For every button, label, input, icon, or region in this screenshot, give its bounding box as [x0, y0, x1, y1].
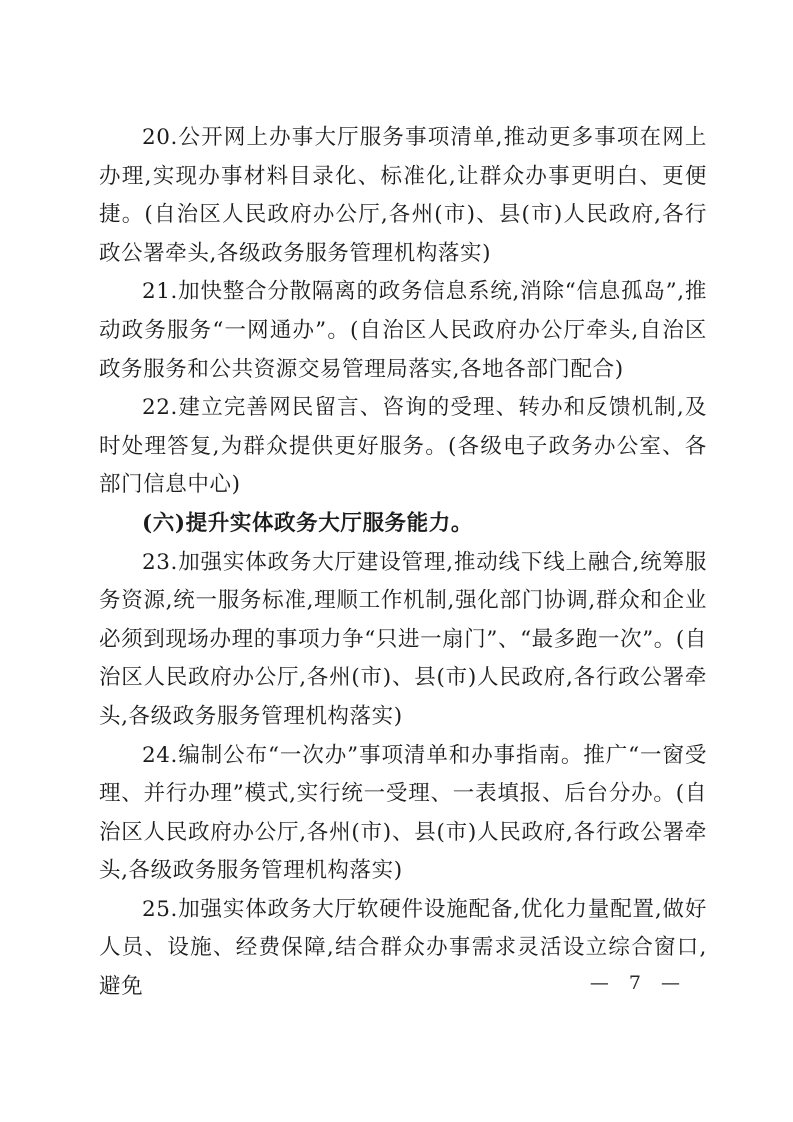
item-22: 22.建立完善网民留言、咨询的受理、转办和反馈机制,及时处理答复,为群众提供更好服务。(各级电子政务办公室、各部门信息中心): [99, 395, 707, 498]
item-20: 20.公开网上办事大厅服务事项清单,推动更多事项在网上办理,实现办事材料目录化、标准化,让群众办事更明白、更便捷。(自治区人民政府办公厅,各州(市)、县(市)人民政府,各行政公署牵头,各级政务服务管理机构落实): [99, 125, 707, 266]
item-25-partial: 25.加强实体政务大厅软硬件设施配备,优化力量配置,做好人员、设施、经费保障,结合群众办事需求灵活设立综合窗口,避免: [99, 896, 707, 1000]
document-body: [99, 119, 707, 1007]
item-24: 24.编制公布“一次办”事项清单和办事指南。推广“一窗受理、并行办理”模式,实行统一受理、一表填报、后台分办。(自治区人民政府办公厅,各州(市)、县(市)人民政府,各行政公署牵头,各级政务服务管理机构落实): [99, 742, 707, 884]
item-23: 23.加强实体政务大厅建设管理,推动线下线上融合,统筹服务资源,统一服务标准,理顺工作机制,强化部门协调,群众和企业必须到现场办理的事项力争“只进一扇门”、“最多跑一次”。(自治区人民政府办公厅,各州(市)、县(市)人民政府,各行政公署牵头,各级政务服务管理机构落实): [99, 549, 707, 729]
item-21: 21.加快整合分散隔离的政务信息系统,消除“信息孤岛”,推动政务服务“一网通办”。(自治区人民政府办公厅牵头,自治区政务服务和公共资源交易管理局落实,各地各部门配合): [99, 279, 707, 382]
page-number: — 7 —: [589, 972, 681, 994]
section-heading-6: (六)提升实体政务大厅服务能力。: [142, 510, 473, 536]
